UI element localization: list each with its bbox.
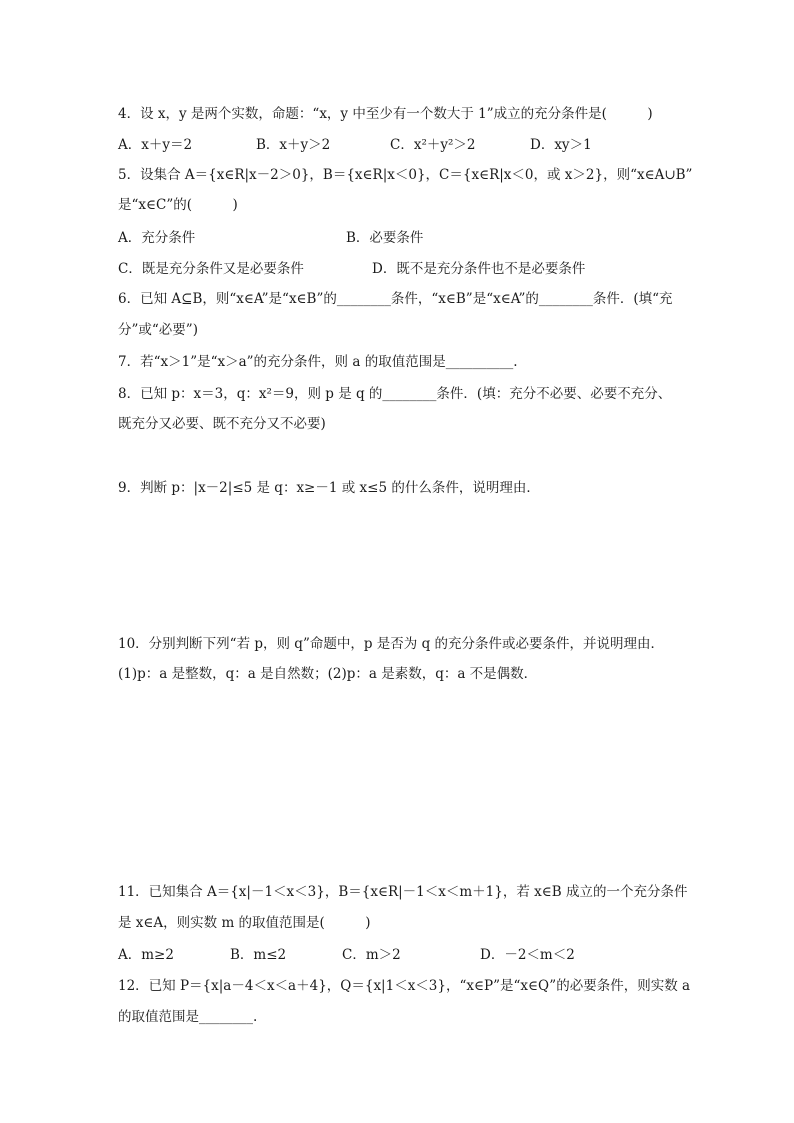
q12-line1: 12．已知 P＝{x|a－4＜x＜a＋4}，Q＝{x|1＜x＜3}，“x∈P”是“x∈Q”的必要条件，则实数 a	[118, 978, 691, 994]
q11-line2: 是 x∈A，则实数 m 的取值范围是( )	[118, 915, 371, 931]
q6-line2: 分”或“必要”)	[118, 322, 198, 338]
q11-option-d: D．－2＜m＜2	[480, 947, 575, 963]
q7-line1: 7．若“x＞1”是“x＞a”的充分条件，则 a 的取值范围是__________.	[118, 354, 518, 370]
q5-stem-line2: 是“x∈C”的( )	[118, 197, 238, 213]
q4-stem: 4．设 x，y 是两个实数，命题：“x，y 中至少有一个数大于 1”成立的充分条件是( )	[118, 106, 653, 122]
q10-line2: (1)p：a 是整数，q：a 是自然数；(2)p：a 是素数，q：a 不是偶数．	[118, 666, 538, 682]
q4-option-b: B．x＋y＞2	[256, 137, 331, 153]
q4-option-c: C．x²＋y²＞2	[390, 137, 476, 153]
q10-line1: 10．分别判断下列“若 p，则 q”命题中，p 是否为 q 的充分条件或必要条件，并说明理由．	[118, 636, 665, 652]
q6-line1: 6．已知 A⊆B，则“x∈A”是“x∈B”的________条件，“x∈B”是“x∈A”的________条件．(填“充	[118, 291, 673, 307]
q11-option-c: C．m＞2	[342, 947, 401, 963]
q5-option-a: A．充分条件	[118, 230, 196, 246]
q11-option-b: B．m≤2	[230, 947, 287, 963]
q8-line1: 8．已知 p：x＝3，q：x²＝9，则 p 是 q 的________条件．(填：充分不必要、必要不充分、	[118, 386, 672, 402]
q5-option-c: C．既是充分条件又是必要条件	[118, 261, 304, 277]
q11-option-a: A．m≥2	[118, 947, 174, 963]
q11-line1: 11．已知集合 A＝{x|－1＜x＜3}，B＝{x∈R|－1＜x＜m＋1}，若 x∈B 成立的一个充分条件	[118, 884, 688, 900]
q9-line1: 9．判断 p：|x－2|≤5 是 q：x≥－1 或 x≤5 的什么条件，说明理由．	[118, 480, 540, 496]
q5-stem-line1: 5．设集合 A＝{x∈R|x－2＞0}，B＝{x∈R|x＜0}，C＝{x∈R|x＜0，或 x＞2}，则“x∈A∪B”	[118, 167, 693, 183]
q8-line2: 既充分又必要、既不充分又不必要)	[118, 416, 326, 432]
q5-option-b: B．必要条件	[346, 230, 424, 246]
q5-option-d: D．既不是充分条件也不是必要条件	[372, 261, 586, 277]
q12-line2: 的取值范围是________.	[118, 1009, 258, 1025]
q4-option-a: A．x＋y＝2	[118, 137, 193, 153]
q4-option-d: D．xy＞1	[530, 137, 592, 153]
